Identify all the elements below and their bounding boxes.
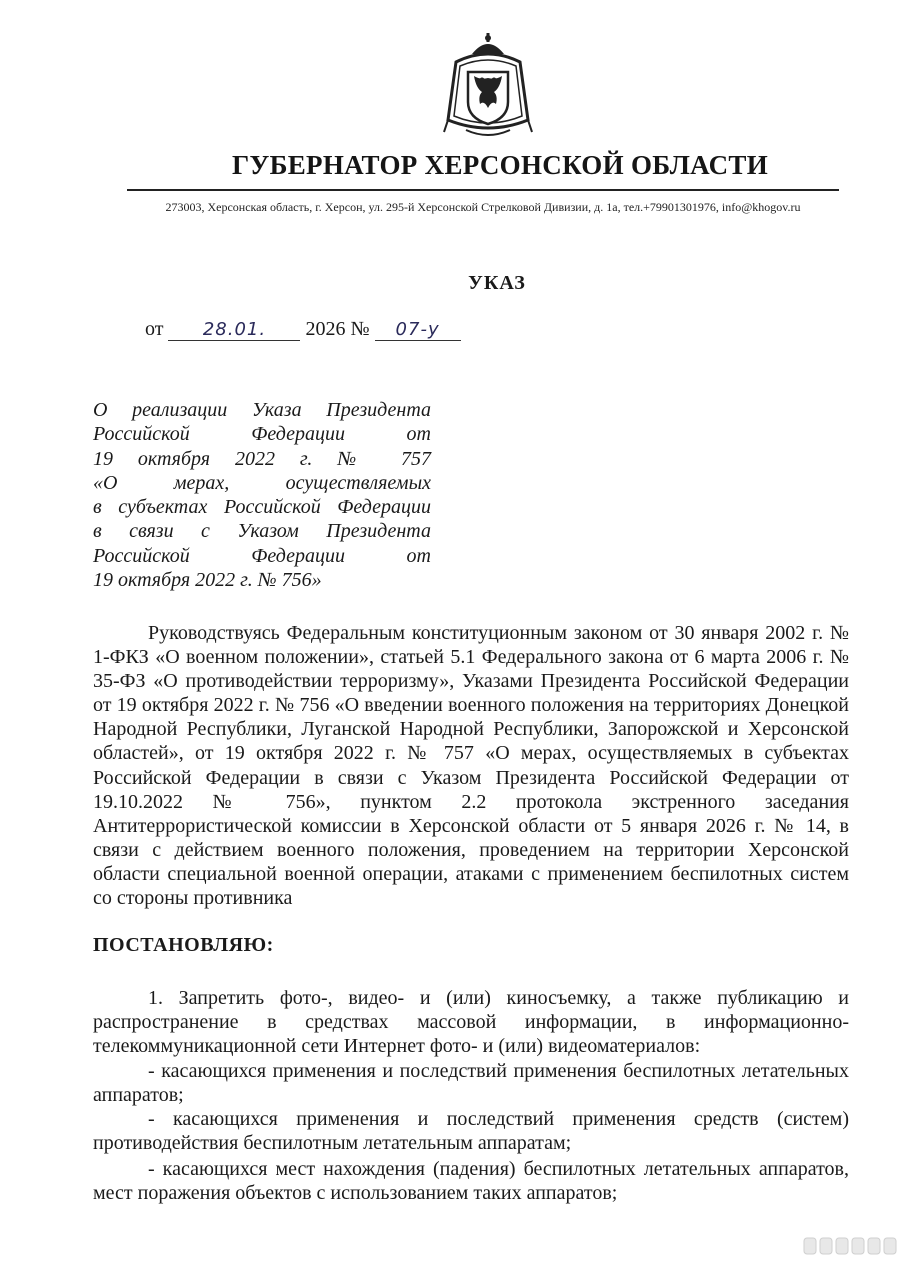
handwritten-date: 28.01. <box>168 319 300 341</box>
subject-line: в связи с Указом Президента <box>93 520 431 543</box>
authority-address: 273003, Херсонская область, г. Херсон, ул. 295-й Херсонской Стрелковой Дивизии, д. 1а, тел.+79901301976, info@khogov.ru <box>165 200 801 214</box>
clause-1-subitem: - касающихся применения и последствий применения средств (систем) противодействия беспилотным летательным аппаратам; <box>93 1108 849 1155</box>
header-divider <box>127 189 839 191</box>
platform-logo-watermark-icon <box>800 1234 900 1258</box>
document-date-number-line <box>145 318 461 341</box>
subject-line: 19 октября 2022 г. № 757 <box>93 447 431 470</box>
document-subject <box>93 398 431 592</box>
subject-line: Российской Федерации от <box>93 544 431 567</box>
subject-line: 19 октября 2022 г. № 756» <box>93 569 322 592</box>
subject-line: Российской Федерации от <box>93 423 431 446</box>
clause-1: 1. Запретить фото-, видео- и (или) киносъемку, а также публикацию и распространение в средствах массовой информации, в информационно-телекоммуникационной сети Интернет фото- и (или) видеоматериалов: <box>93 987 849 1058</box>
document-type-heading: УКАЗ <box>468 272 526 294</box>
preamble-paragraph: Руководствуясь Федеральным конституционным законом от 30 января 2002 г. № 1-ФКЗ «О военном положении», статьей 5.1 Федерального закона от 6 марта 2006 г. № 35-ФЗ «О противодействии терроризму», Указами Президента Российской Федерации от 19 октября 2022 г. № 756 «О введении военного положения на территориях Донецкой Народной Республики, Луганской Народной Республики, Запорожской и Херсонской областей», от 19 октября 2022 г. № 757 «О мерах, осуществляемых в субъектах Российской Федерации в связи с Указом Президента Российской Федерации от 19.10.2022 № 756», пунктом 2.2 протокола экстренного заседания Антитеррористической комиссии в Херсонской области от 5 января 2026 г. № 14, в связи с действием военного положения, проведением на территории Херсонской области специальной военной операции, атаками с применением беспилотных систем со стороны противника <box>93 622 849 910</box>
resolution-heading: ПОСТАНОВЛЯЮ: <box>93 934 274 956</box>
issuing-authority-title: ГУБЕРНАТОР ХЕРСОНСКОЙ ОБЛАСТИ <box>231 150 769 180</box>
clause-1-subitem: - касающихся применения и последствий применения беспилотных летательных аппаратов; <box>93 1060 849 1107</box>
subject-line: «О мерах, осуществляемых <box>93 471 431 494</box>
document-year: 2026 <box>305 318 346 340</box>
subject-line: в субъектах Российской Федерации <box>93 496 431 519</box>
coat-of-arms-icon <box>436 32 540 144</box>
handwritten-document-number: 07-у <box>375 319 461 341</box>
subject-line: О реализации Указа Президента <box>93 399 431 421</box>
date-prefix: от <box>145 318 164 340</box>
number-sign: № <box>350 318 370 340</box>
clause-1-subitem: - касающихся мест нахождения (падения) беспилотных летательных аппаратов, мест поражения объектов с использованием таких аппаратов; <box>93 1158 849 1205</box>
